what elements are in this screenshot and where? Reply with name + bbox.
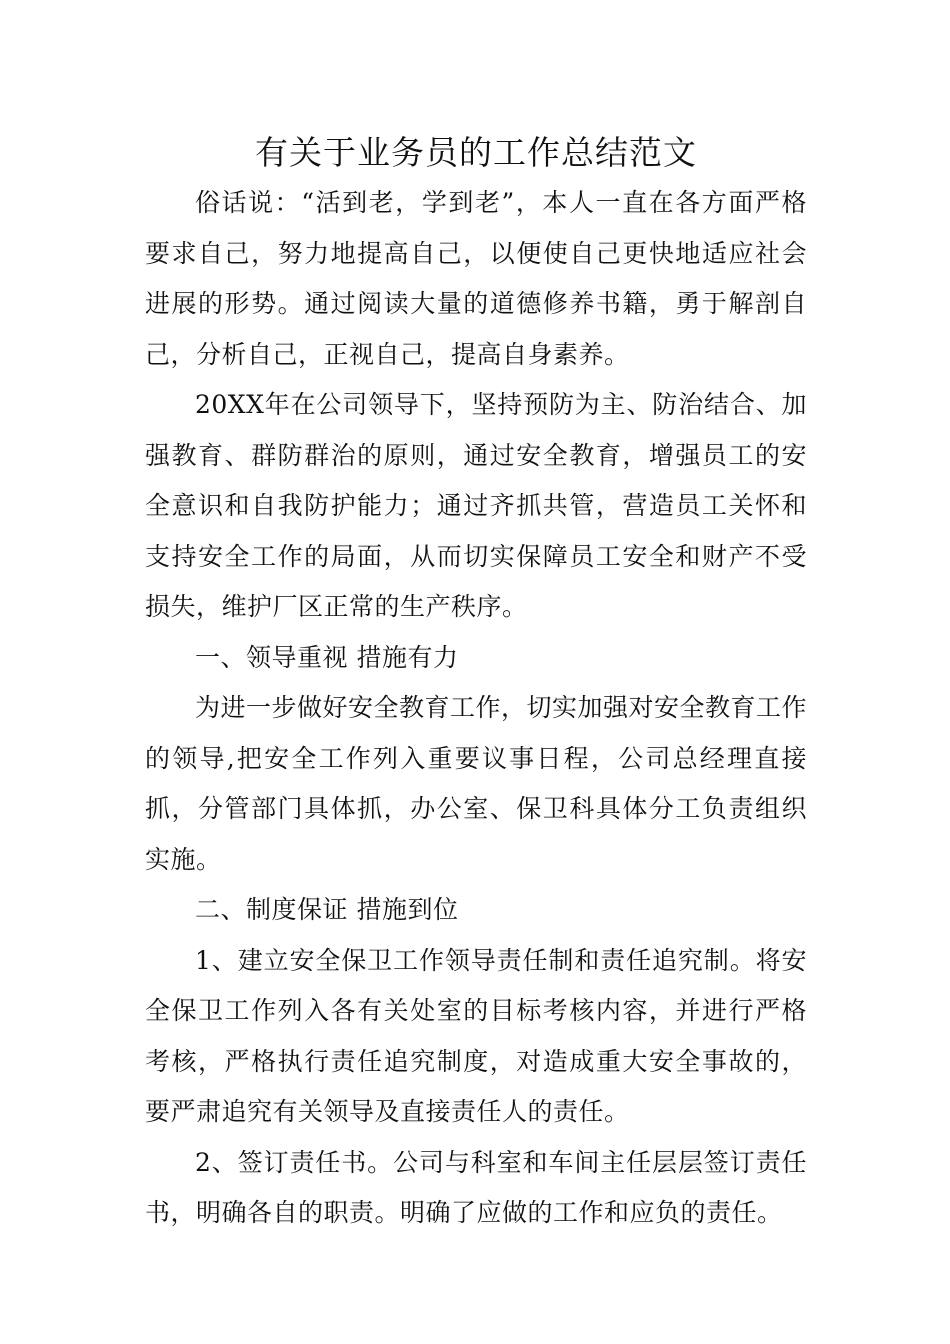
paragraph-leadership: 为进一步做好安全教育工作，切实加强对安全教育工作的领导,把安全工作列入重要议事日程，公司总经理直接抓，分管部门具体抓，办公室、保卫科具体分工负责组织实施。 [145, 693, 808, 874]
document-page [145, 128, 807, 1239]
paragraph-responsibility-letter: 2、签订责任书。公司与科室和车间主任层层签订责任书，明确各自的职责。明确了应做的工作和应负的责任。 [145, 1147, 807, 1227]
paragraph-responsibility-system: 1、建立安全保卫工作领导责任制和责任追究制。将安全保卫工作列入各有关处室的目标考核内容，并进行严格考核，严格执行责任追究制度，对造成重大安全事故的，要严肃追究有关领导及直接责任人的责任。 [145, 945, 807, 1126]
paragraph-summary: 20XX年在公司领导下，坚持预防为主、防治结合、加强教育、群防群治的原则，通过安全教育，增强员工的安全意识和自我防护能力；通过齐抓共管，营造员工关怀和支持安全工作的局面，从而切实保障员工安全和财产不受损失，维护厂区正常的生产秩序。 [145, 390, 807, 621]
section-heading-leadership: 一、领导重视 措施有力 [195, 642, 459, 672]
section-heading-system: 二、制度保证 措施到位 [195, 895, 459, 924]
document-title: 有关于业务员的工作总结范文 [255, 133, 697, 172]
paragraph-intro: 俗话说：“活到老，学到老”，本人一直在各方面严格要求自己，努力地提高自己，以便使自己更快地适应社会进展的形势。通过阅读大量的道德修养书籍，勇于解剖自己，分析自己，正视自己，提高自身素养。 [145, 188, 807, 369]
